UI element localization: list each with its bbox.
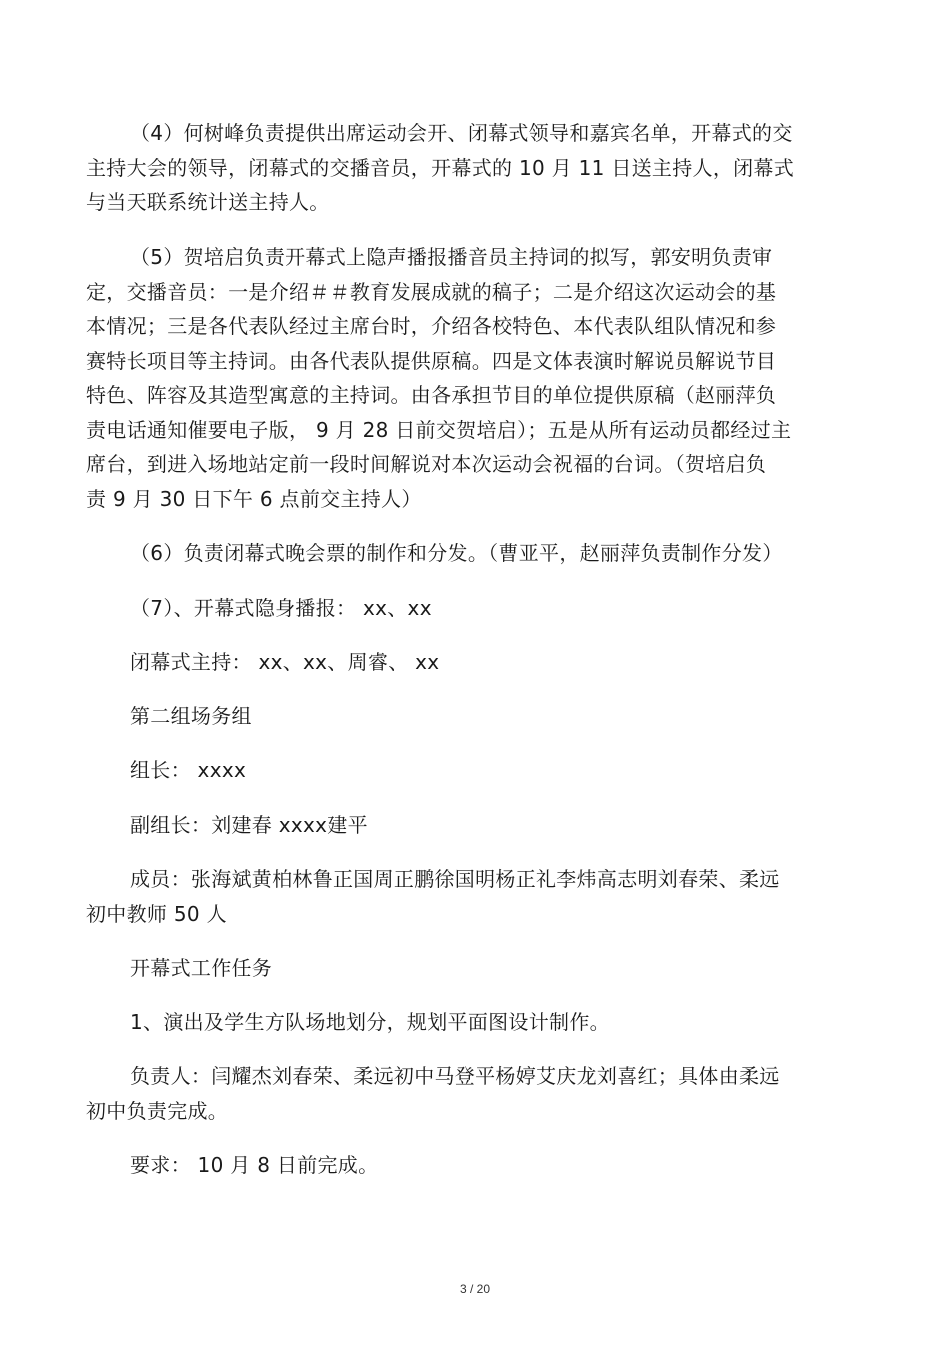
text-line: 副组长：刘建春 xxxx建平 — [130, 813, 368, 837]
group-leader-line — [86, 753, 846, 788]
paragraph-item-7 — [86, 591, 846, 626]
text-line: （7）、开幕式隐身播报： xx、xx — [130, 596, 432, 620]
text-line: 责 9 月 30 日下午 6 点前交主持人） — [86, 486, 422, 511]
text-line: （6）负责闭幕式晚会票的制作和分发。（曹亚平，赵丽萍负责制作分发） — [130, 541, 783, 565]
page-number: 3 / 20 — [459, 1282, 491, 1296]
text-line: 初中教师 50 人 — [86, 901, 227, 926]
text-line: 闭幕式主持： xx、xx、周睿、 xx — [130, 650, 440, 674]
text-line: 要求： 10 月 8 日前完成。 — [130, 1153, 379, 1177]
paragraph-item-4 — [86, 116, 846, 220]
text-line: （5）贺培启负责开幕式上隐声播报播音员主持词的拟写，郭安明负责审 — [130, 245, 773, 269]
text-line: 与当天联系统计送主持人。 — [86, 190, 330, 214]
text-line: 初中负责完成。 — [86, 1098, 229, 1123]
section-heading — [86, 699, 846, 734]
paragraph-item-5 — [86, 240, 846, 516]
text-line: 成员：张海斌黄柏林鲁正国周正鹏徐国明杨正礼李炜高志明刘春荣、柔远 — [130, 867, 780, 891]
members-paragraph — [86, 862, 846, 931]
closing-host-line — [86, 645, 846, 680]
text-line: 特色、阵容及其造型寓意的主持词。由各承担节目的单位提供原稿（赵丽萍负 — [86, 383, 777, 407]
requirement-line — [86, 1148, 846, 1183]
text-line: 赛特长项目等主持词。由各代表队提供原稿。四是文体表演时解说员解说节目 — [86, 348, 777, 373]
text-line: 席台，到进入场地站定前一段时间解说对本次运动会祝福的台词。（贺培启负 — [86, 452, 767, 476]
responsible-paragraph — [86, 1059, 846, 1128]
section-heading — [86, 951, 846, 986]
text-line: 定，交播音员：一是介绍＃＃教育发展成就的稿子；二是介绍这次运动会的基 — [86, 279, 777, 304]
text-line: 主持大会的领导，闭幕式的交播音员，开幕式的 10 月 11 日送主持人，闭幕式 — [86, 155, 795, 180]
text-line: 开幕式工作任务 — [130, 956, 273, 980]
text-line: （4）何树峰负责提供出席运动会开、闭幕式领导和嘉宾名单，开幕式的交 — [130, 121, 793, 145]
text-line: 1、演出及学生方队场地划分，规划平面图设计制作。 — [130, 1010, 610, 1034]
text-line: 责电话通知催要电子版， 9 月 28 日前交贺培启）；五是从所有运动员都经过主 — [86, 417, 792, 442]
text-line: 本情况；三是各代表队经过主席台时，介绍各校特色、本代表队组队情况和参 — [86, 314, 777, 338]
deputy-leader-line — [86, 808, 846, 843]
text-line: 第二组场务组 — [130, 704, 252, 728]
task-item-1 — [86, 1005, 846, 1040]
text-line: 负责人：闫耀杰刘春荣、柔远初中马登平杨婷艾庆龙刘喜红；具体由柔远 — [130, 1064, 780, 1088]
text-line: 组长： xxxx — [130, 758, 247, 782]
paragraph-item-6 — [86, 536, 846, 571]
